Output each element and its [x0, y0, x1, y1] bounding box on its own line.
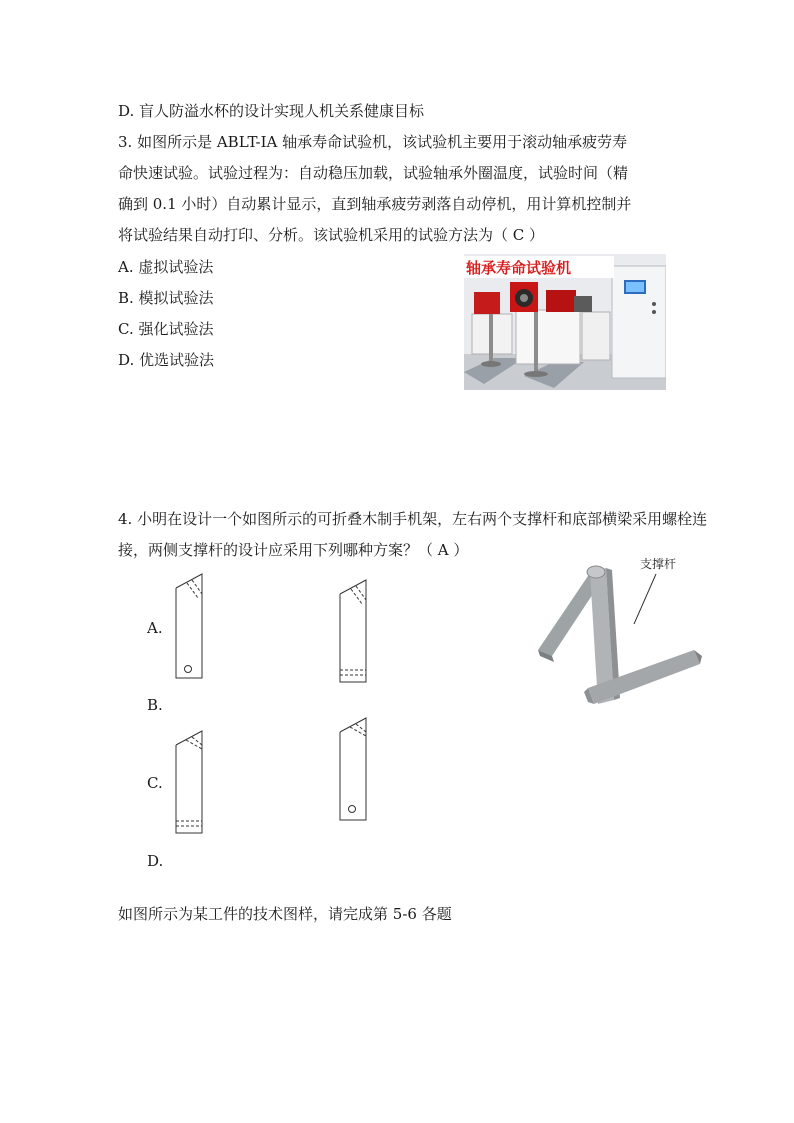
bearing-tester-photo: [464, 254, 666, 390]
q3-option-d: D. 优选试验法: [118, 351, 215, 369]
q4-line-2: 接，两侧支撑杆的设计应采用下列哪种方案？（ A ）: [118, 541, 469, 559]
option-a-rod-drawing: [172, 568, 212, 684]
q4-line-1: 4. 小明在设计一个如图所示的可折叠木制手机架，左右两个支撑杆和底部横梁采用螺栓连: [118, 510, 708, 528]
support-rod-label: 支撑杆: [640, 557, 677, 571]
photo-banner-text: 轴承寿命试验机: [466, 259, 572, 277]
q3-option-b: B. 模拟试验法: [118, 289, 214, 307]
phone-stand-figure: [530, 552, 706, 712]
q2-option-d: D. 盲人防溢水杯的设计实现人机关系健康目标: [118, 102, 425, 120]
q4-option-c: C.: [147, 774, 163, 792]
q4-option-a: A.: [147, 619, 163, 637]
q3-line-3: 确到 0.1 小时）自动累计显示，直到轴承疲劳剥落自动停机，用计算机控制并: [118, 195, 632, 213]
q3-line-1: 3. 如图所示是 ABLT-IA 轴承寿命试验机，该试验机主要用于滚动轴承疲劳寿: [118, 133, 628, 151]
option-d-rod-drawing: [336, 714, 376, 824]
q4-option-d: D.: [147, 852, 164, 870]
option-b-rod-drawing: [336, 576, 376, 686]
q3-line-2: 命快速试验。试验过程为：自动稳压加载，试验轴承外圈温度，试验时间（精: [118, 164, 629, 182]
q3-line-4: 将试验结果自动打印、分析。该试验机采用的试验方法为（ C ）: [118, 226, 545, 244]
q3-option-c: C. 强化试验法: [118, 320, 214, 338]
q4-option-b: B.: [147, 696, 163, 714]
option-c-rod-drawing: [172, 727, 212, 837]
q3-option-a: A. 虚拟试验法: [118, 258, 214, 276]
q56-intro: 如图所示为某工件的技术图样，请完成第 5-6 各题: [118, 905, 452, 923]
